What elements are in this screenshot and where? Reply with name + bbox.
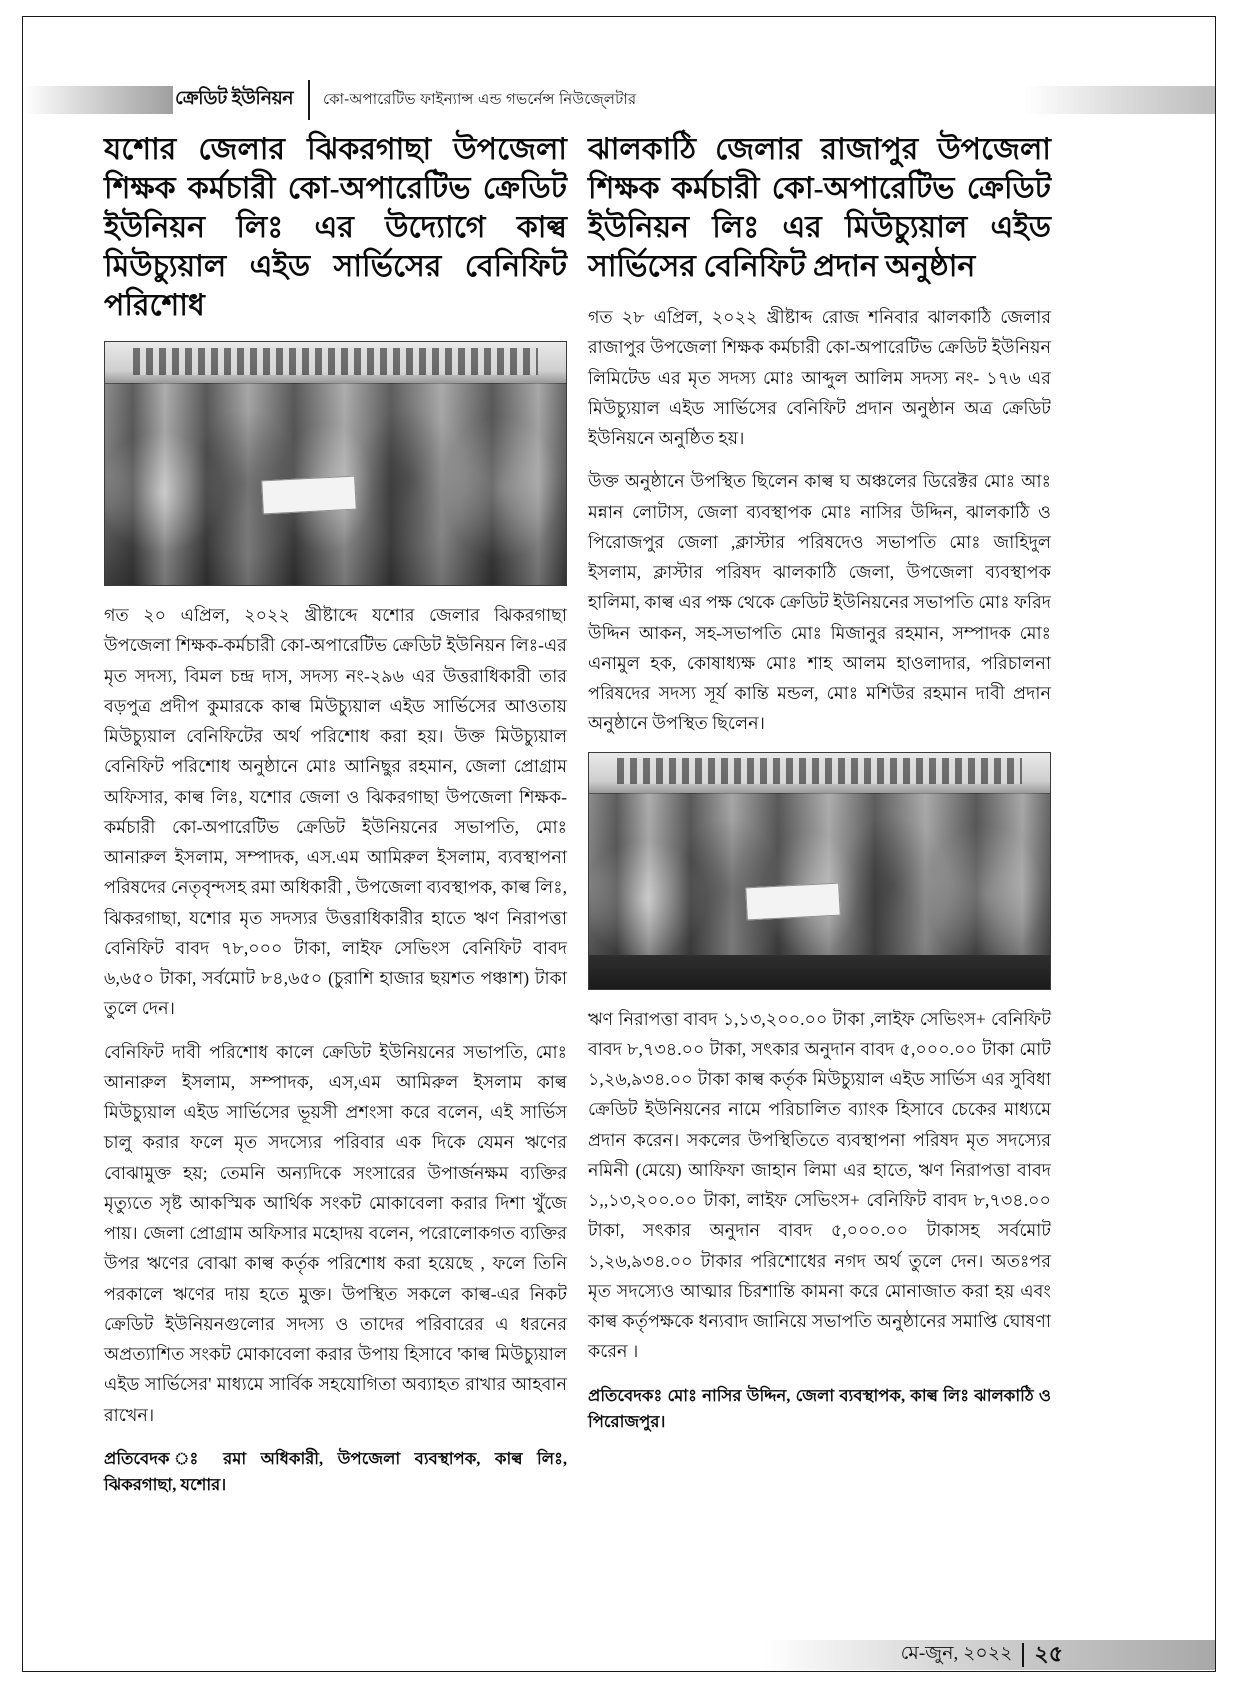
masthead-gradient-left (23, 86, 173, 114)
page-footer (23, 1640, 1215, 1670)
masthead-subtitle: কো-অপারেটিভ ফাইন্যান্স এন্ড গভর্নেন্স নিউজ্লেটার (323, 90, 637, 108)
article-left-paragraph-1: গত ২০ এপ্রিল, ২০২২ খ্রীষ্টাব্দে যশোর জেলার ঝিকরগাছা উপজেলা শিক্ষক-কর্মচারী কো-অপারেটিভ ক্রেডিট ইউনিয়ন লিঃ-এর মৃত সদস্য, বিমল চন্দ্র দাস, সদস্য নং-২৯৬ এর উত্তরাধিকারী তার বড়পুত্র প্রদীপ কুমারকে কাল্ব মিউচ্যুয়াল এইড সার্ভিসের আওতায় মিউচ্যুয়াল বেনিফিটের অর্থ পরিশোধ করা হয়। উক্ত মিউচ্যুয়াল বেনিফিট পরিশোধ অনুষ্ঠানে মোঃ আনিছুর রহমান, জেলা প্রোগ্রাম অফিসার, কাল্ব লিঃ, যশোর জেলা ও ঝিকরগাছা উপজেলা শিক্ষক-কর্মচারী কো-অপারেটিভ ক্রেডিট ইউনিয়নের সভাপতি, মোঃ আনারুল ইসলাম, সম্পাদক, এস.এম আমিরুল ইসলাম, ব্যবস্থাপনা পরিষদের নেতৃবৃন্দসহ রমা অধিকারী , উপজেলা ব্যবস্থাপক, কাল্ব লিঃ, ঝিকরগাছা, যশোর মৃত সদস্যর উত্তরাধিকারীর হাতে ঋণ নিরাপত্তা বেনিফিট বাবদ ৭৮,০০০ টাকা, লাইফ সেভিংস বেনিফিট বাবদ ৬,৬৫০ টাকা, সর্বমোট ৮৪,৬৫০ (চুরাশি হাজার ছয়শত পঞ্চাশ) টাকা তুলে দেন। (104, 605, 567, 1019)
page-title: যশোর জেলার ঝিকরগাছা উপজেলা শিক্ষক কর্মচারী কো-অপারেটিভ ক্রেডিট ইউনিয়ন লিঃ এর উদ্যোগে কাল্ব মিউচ্যুয়াল এইড সার্ভিসের বেনিফিট পরিশোধ (104, 133, 567, 322)
footer-divider (1022, 1643, 1024, 1667)
article-right-paragraph-1: গত ২৮ এপ্রিল, ২০২২ খ্রীষ্টাব্দ রোজ শনিবার ঝালকাঠি জেলার রাজাপুর উপজেলা শিক্ষক কর্মচারী কো-অপারেটিভ ক্রেডিট ইউনিয়ন লিমিটেড এর মৃত সদস্য মোঃ আব্দুল আলিম সদস্য নং- ১৭৬ এর মিউচ্যুয়াল এইড সার্ভিসের বেনিফিট প্রদান অনুষ্ঠান অত্র ক্রেডিট ইউনিয়নে অনুষ্ঠিত হয়। (588, 307, 1051, 448)
photo-banner (617, 758, 1023, 784)
footer-page-number: ২৫ (1034, 1640, 1063, 1666)
photo-cheque (745, 882, 841, 920)
article-right-paragraph-2: উক্ত অনুষ্ঠানে উপস্থিত ছিলেন কাল্ব ঘ অঞ্চলের ডিরেক্টর মোঃ আঃ মন্নান লোটাস, জেলা ব্যবস্থাপক মোঃ নাসির উদ্দিন, ঝালকাঠি ও পিরোজপুর জেলা ,ক্লাস্টার পরিষদেও সভাপতি মোঃ জাহিদুল ইসলাম, ক্লাস্টার পরিষদ ঝালকাঠি জেলা, উপজেলা ব্যবস্থাপক হালিমা, কাল্ব এর পক্ষ থেকে ক্রেডিট ইউনিয়নের সভাপতি মোঃ ফরিদ উদ্দিন আকন, সহ-সভাপতি মোঃ মিজানুর রহমান, সম্পাদক মোঃ এনামুল হক, কোষাধ্যক্ষ মোঃ শাহ আলম হাওলাদার, পরিচালনা পরিষদের সদস্য সূর্য কান্তি মন্ডল, মোঃ মশিউর রহমান দাবী প্রদান অনুষ্ঠানে উপস্থিত ছিলেন। (588, 471, 1051, 734)
article-left-figure (104, 341, 567, 586)
benefit-ceremony-photo (588, 752, 1051, 990)
cheque-handover-photo (104, 341, 567, 586)
article-columns (0, 130, 1238, 1495)
article-right-figure (588, 752, 1051, 990)
photo-table (589, 955, 1050, 988)
article-left (104, 130, 567, 1499)
footer-content (901, 1640, 1063, 1670)
masthead-divider (308, 80, 310, 120)
article-right-headline: ঝালকাঠি জেলার রাজাপুর উপজেলা শিক্ষক কর্মচারী কো-অপারেটিভ ক্রেডিট ইউনিয়ন লিঃ এর মিউচ্যুয়াল এইড সার্ভিসের বেনিফিট প্রদান অনুষ্ঠান (588, 133, 1051, 283)
footer-issue-date: মে-জুন, ২০২২ (900, 1643, 1013, 1664)
masthead-logo: ক্রেডিট ইউনিয়ন (175, 88, 294, 109)
photo-cheque (261, 476, 357, 514)
photo-banner (133, 348, 539, 375)
article-left-paragraph-2: বেনিফিট দাবী পরিশোধ কালে ক্রেডিট ইউনিয়নের সভাপতি, মোঃ আনারুল ইসলাম, সম্পাদক, এস,এম আমিরুল ইসলাম কাল্ব মিউচ্যুয়াল এইড সার্ভিসের ভূয়সী প্রশংসা করে বলেন, এই সার্ভিস চালু করার ফলে মৃত সদস্যের পরিবার এক দিকে যেমন ঋণের বোঝামুক্ত হয়; তেমনি অন্যদিকে সংসারের উপার্জনক্ষম ব্যক্তির মৃত্যুতে সৃষ্ট আকস্মিক আর্থিক সংকট মোকাবেলা করার দিশা খুঁজে পায়। জেলা প্রোগ্রাম অফিসার মহোদয় বলেন, পরোলোকগত ব্যক্তির উপর ঋণের বোঝা কাল্ব কর্তৃক পরিশোধ করা হয়েছে , ফলে তিনি পরকালে ঋণের দায় হতে মুক্ত। উপস্থিত সকলে কাল্ব-এর নিকট ক্রেডিট ইউনিয়নগুলোর সদস্য ও তাদের পরিবারের এ ধরনের অপ্রত্যাশিত সংকট মোকাবেলা করার উপায় হিসাবে 'কাল্ব মিউচ্যুয়াল এইড সার্ভিসের' মাধ্যমে সার্বিক সহযোগিতা অব্যাহত রাখার আহবান রাখেন। (104, 1041, 567, 1425)
masthead (23, 86, 1215, 114)
article-right-paragraph-3: ঋণ নিরাপত্তা বাবদ ১,১৩,২০০.০০ টাকা ,লাইফ সেভিংস+ বেনিফিট বাবদ ৮,৭৩৪.০০ টাকা, সৎকার অনুদান বাবদ ৫,০০০.০০ টাকা মোট ১,২৬,৯৩৪.০০ টাকা কাল্ব কর্তৃক মিউচ্যুয়াল এইড সার্ভিস এর সুবিধা ক্রেডিট ইউনিয়নের নামে পরিচালিত ব্যাংক হিসাবে চেকের মাধ্যমে প্রদান করেন। সকলের উপস্থিতিতে ব্যবস্থাপনা পরিষদ মৃত সদস্যের নমিনী (মেয়ে) আফিফা জাহান লিমা এর হাতে, ঋণ নিরাপত্তা বাবদ ১,,১৩,২০০.০০ টাকা, লাইফ সেভিংস+ বেনিফিট বাবদ ৮,৭৩৪.০০ টাকা, সৎকার অনুদান বাবদ ৫,০০০.০০ টাকাসহ সর্বমোট ১,২৬,৯৩৪.০০ টাকার পরিশোধের নগদ অর্থ তুলে দেন। অতঃপর মৃত সদস্যেও আত্মার চিরশান্তি কামনা করে মোনাজাত করা হয় এবং কাল্ব কর্তৃপক্ষকে ধন্যবাদ জানিয়ে সভাপতি অনুষ্ঠানের সমাপ্তি ঘোষণা করেন । (588, 1008, 1051, 1362)
masthead-gradient-right (1025, 86, 1215, 114)
article-right-byline: প্রতিবেদকঃ মোঃ নাসির উদ্দিন, জেলা ব্যবস্থাপক, কাল্ব লিঃ ঝালকাঠি ও পিরোজপুর। (588, 1385, 1051, 1432)
article-right (588, 130, 1051, 1436)
article-left-byline: প্রতিবেদক ঃ রমা অধিকারী, উপজেলা ব্যবস্থাপক, কাল্ব লিঃ, ঝিকরগাছা, যশোর। (104, 1448, 567, 1495)
